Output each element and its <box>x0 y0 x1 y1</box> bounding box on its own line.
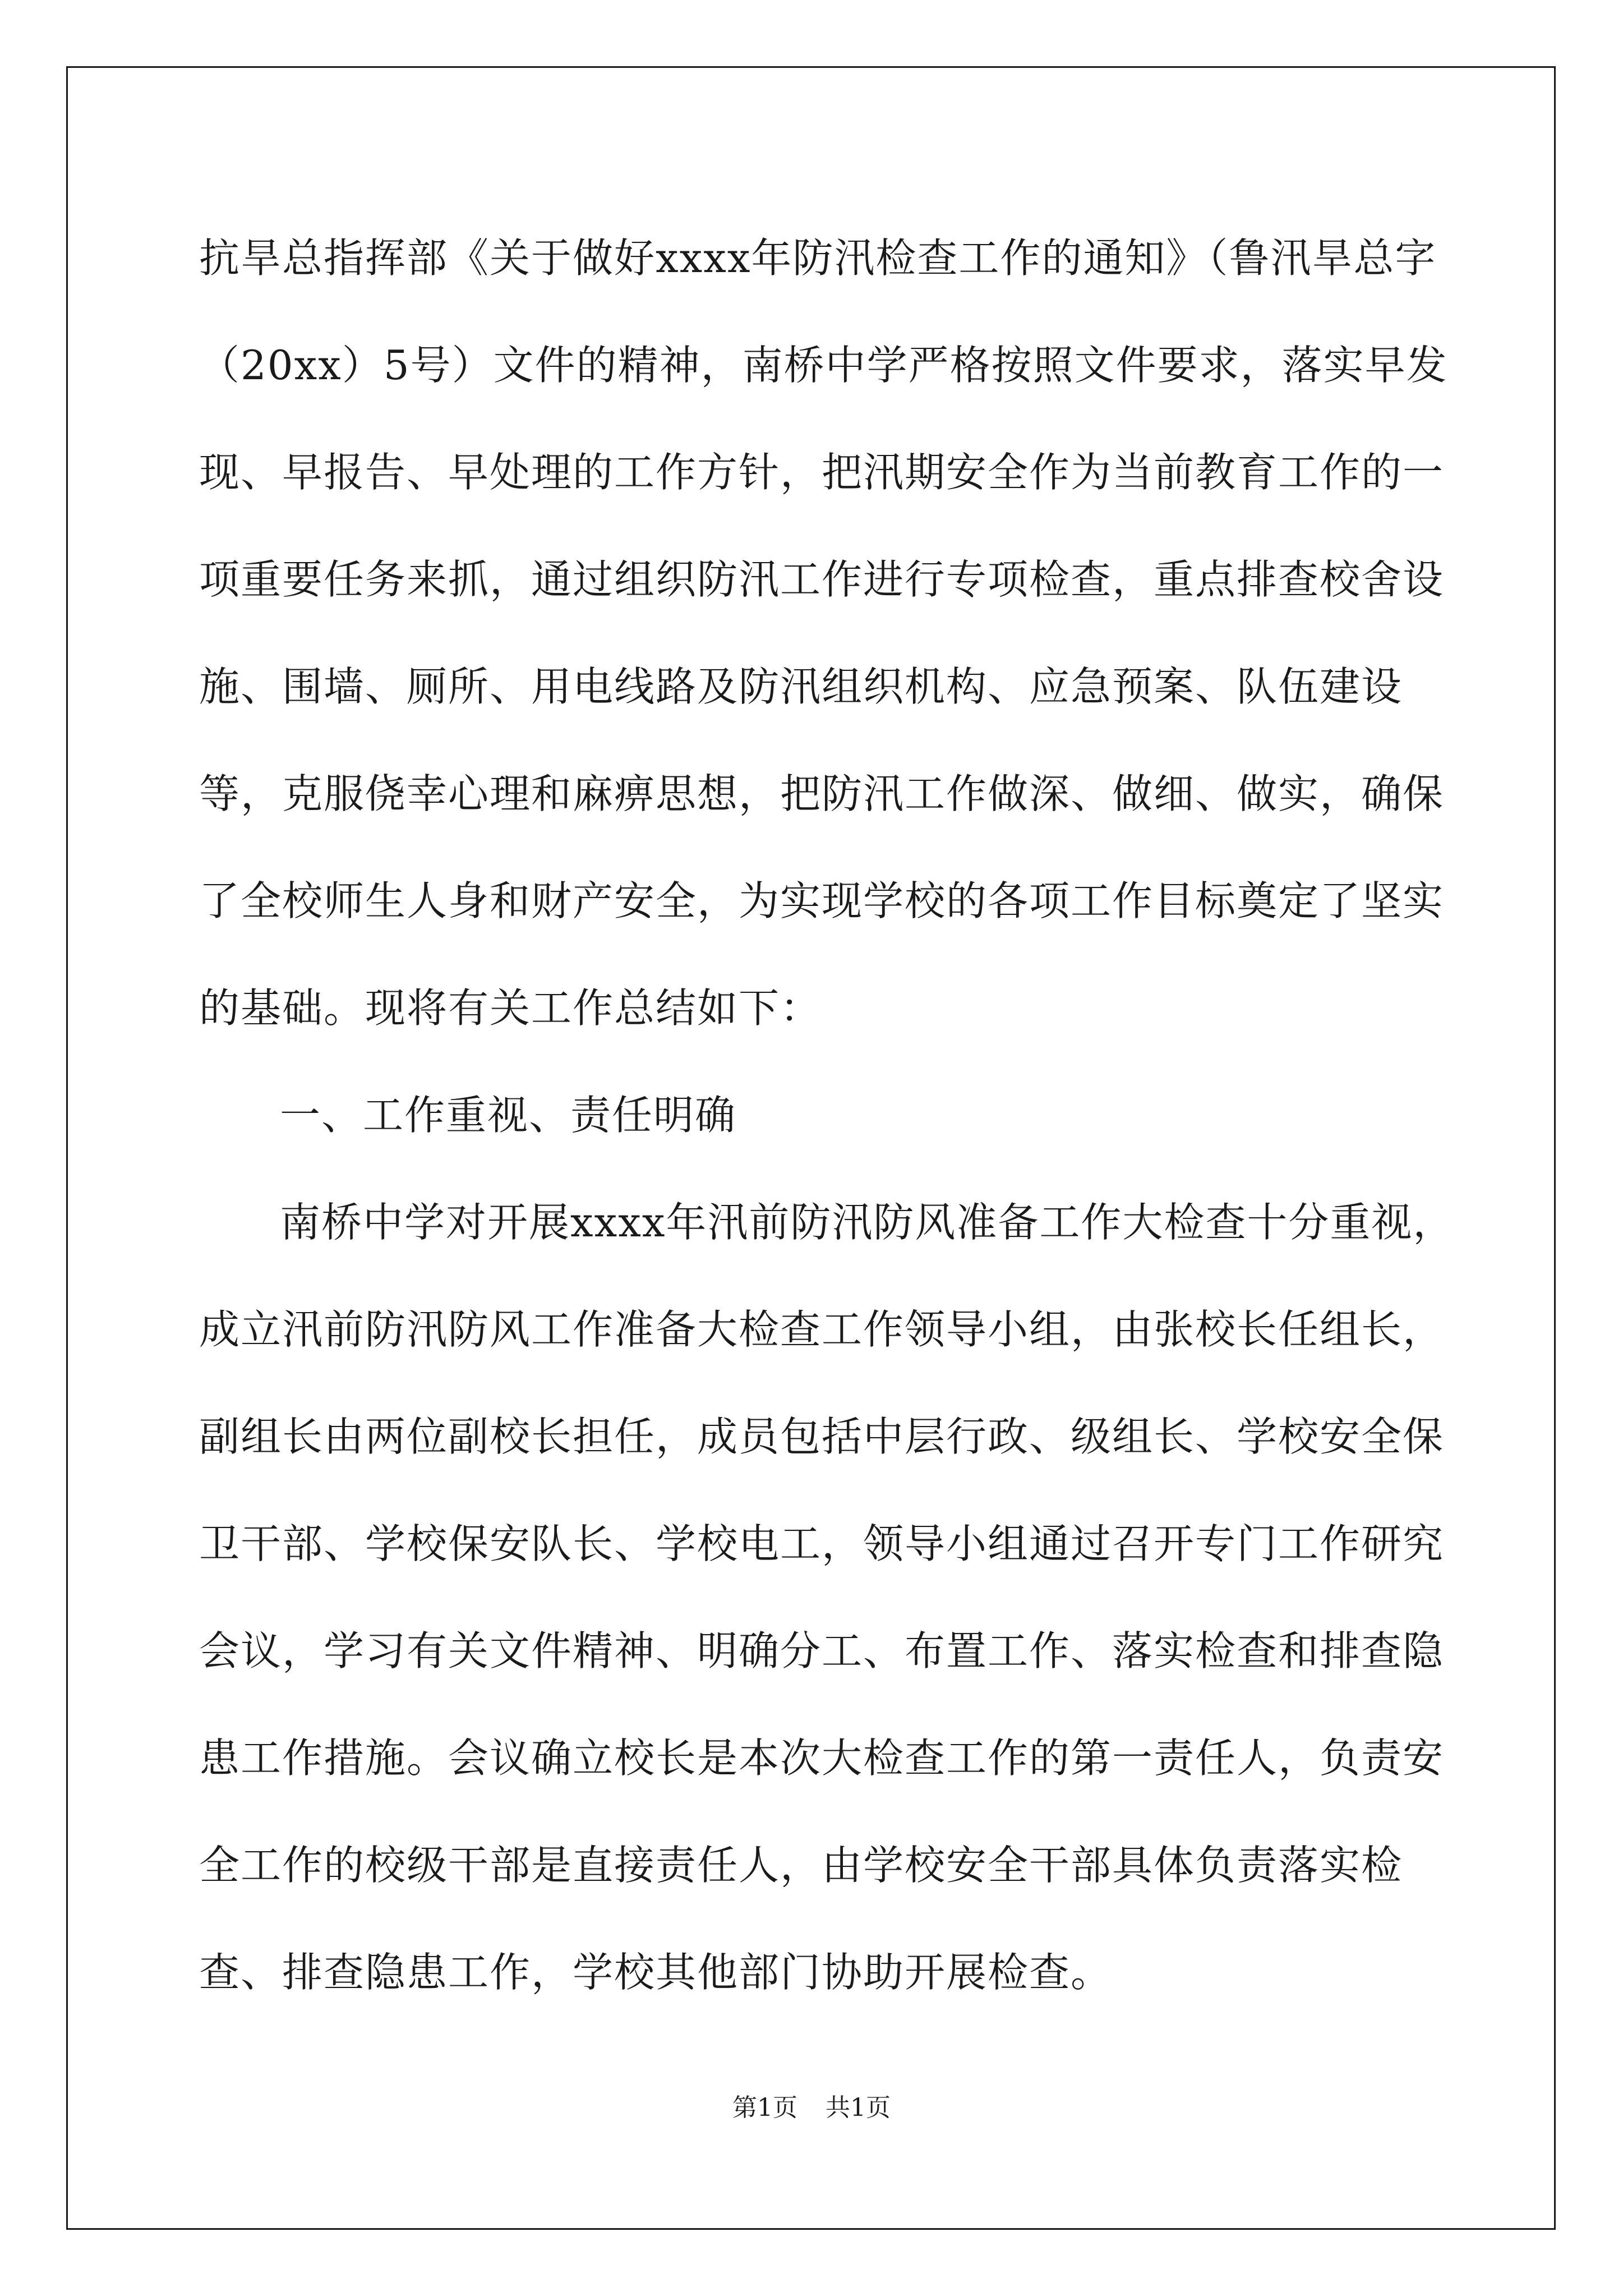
page-number: 第1页 <box>732 2093 797 2122</box>
page-total: 共1页 <box>826 2093 891 2122</box>
page-footer <box>0 2091 1623 2125</box>
paragraph-body: 南桥中学对开展xxxx年汛前防汛防风准备工作大检查十分重视，成立汛前防汛防风工作准备大检查工作领导小组，由张校长任组长，副组长由两位副校长担任，成员包括中层行政、级组长、学校安全保卫干部、学校保安队长、学校电工，领导小组通过召开专门工作研究会议，学习有关文件精神、明确分工、布置工作、落实检查和排查隐患工作措施。会议确立校长是本次大检查工作的第一责任人，负责安全工作的校级干部是直接责任人，由学校安全干部具体负责落实检查、排查隐患工作，学校其他部门协助开展检查。 <box>199 1199 1455 1996</box>
paragraph-intro: 抗旱总指挥部《关于做好xxxx年防汛检查工作的通知》（鲁汛旱总字（20xx）5号）文件的精神，南桥中学严格按照文件要求，落实早发现、早报告、早处理的工作方针，把汛期安全作为当前教育工作的一项重要任务来抓，通过组织防汛工作进行专项检查，重点排查校舍设施、围墙、厕所、用电线路及防汛组织机构、应急预案、队伍建设等，克服侥幸心理和麻痹思想，把防汛工作做深、做细、做实，确保了全校师生人身和财产安全，为实现学校的各项工作目标奠定了坚实的基础。现将有关工作总结如下： <box>199 234 1448 1032</box>
document-body <box>199 205 1464 2026</box>
section-heading: 一、工作重视、责任明确 <box>280 1092 737 1139</box>
